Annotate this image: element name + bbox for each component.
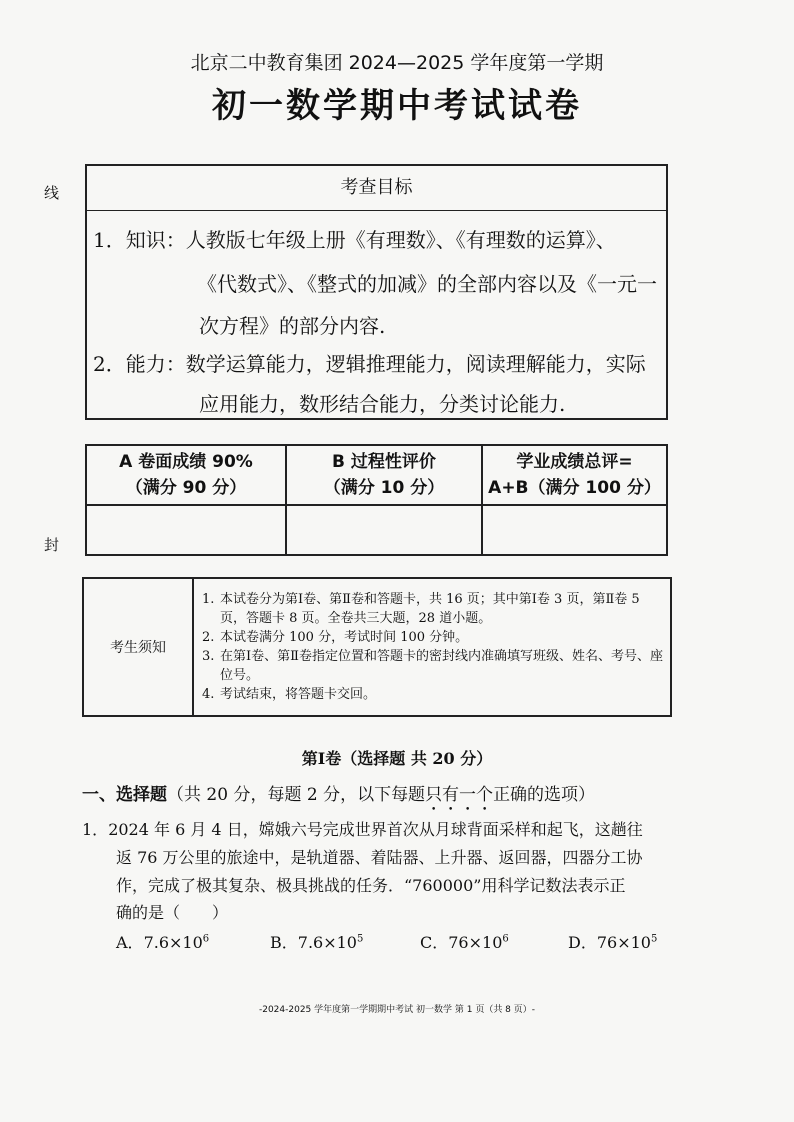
option-a[interactable]: A．$7.6\times 10^6$ [116,933,210,952]
score-cell-a[interactable] [86,505,286,555]
score-header-a-line1: A 卷面成绩 90% [119,452,253,472]
ability-label: 2．能力： [93,352,186,376]
score-header-total-line1: 学业成绩总评= [516,452,633,472]
notice-content [193,578,671,716]
score-table [85,444,668,556]
knowledge-line-1 [93,224,616,253]
part1-label: 一、选择题 [82,785,167,805]
notice-label: 考生须知 [83,578,193,716]
notice-item: 3. 在第Ⅰ卷、第Ⅱ卷指定位置和答题卡的密封线内准确填写班级、姓名、考号、座位号。 [202,649,663,683]
question-1-number: 1． [82,820,109,839]
question-1-line-3: 作，完成了极其复杂、极具挑战的任务．“760000”用科学记数法表示正 [116,876,626,895]
score-cell-total[interactable] [482,505,667,555]
score-header-total [482,445,667,505]
binding-line-mark: 线 [44,184,60,202]
option-d[interactable]: D．$76\times 10^5$ [568,933,658,952]
knowledge-text-3: 次方程》的部分内容. [199,314,386,338]
option-c[interactable]: C．$76\times 10^6$ [420,933,509,952]
notice-item: 2. 本试卷满分 100 分，考试时间 100 分钟。 [202,630,469,645]
score-header-b-line1: B 过程性评价 [332,452,436,472]
ability-text-1: 数学运算能力，逻辑推理能力，阅读理解能力，实际 [185,352,646,376]
score-header-a [86,445,286,505]
score-cell-b[interactable] [286,505,482,555]
binding-seal-mark: 封 [44,536,60,554]
notice-item: 4. 考试结束，将答题卡交回。 [202,687,377,702]
objectives-box [85,164,668,420]
ability-text-2: 应用能力，数形结合能力，分类讨论能力. [199,392,566,416]
question-1-line-2: 返 76 万公里的旅途中，是轨道器、着陆器、上升器、返回器，四器分工协 [116,848,643,867]
page-footer: -2024-2025 学年度第一学期期中考试 初一数学 第 1 页（共 8 页）- [258,1005,536,1015]
score-header-b [286,445,482,505]
school-term-header: 北京二中教育集团 2024—2025 学年度第一学期 [190,52,604,74]
knowledge-text-2: 《代数式》、《整式的加减》的全部内容以及《一元一 [197,272,657,296]
ability-line-1 [93,348,646,377]
part1-desc-end: 正确的选项） [493,785,596,805]
knowledge-label: 1．知识： [93,228,186,252]
notice-item: 1. 本试卷分为第Ⅰ卷、第Ⅱ卷和答题卡，共 16 页；其中第Ⅰ卷 3 页，第Ⅱ卷 5 页，答题卡 8 页。全卷共三大题，28 道小题。 [202,592,640,626]
part1-heading [82,780,595,815]
section-title: 第Ⅰ卷（选择题 共 20 分） [301,749,493,768]
candidate-notice-table [82,577,672,717]
option-b[interactable]: B．$7.6\times 10^5$ [270,933,364,952]
score-header-total-line2: A+B（满分 100 分） [488,478,661,498]
part1-desc: （共 20 分，每题 2 分，以下每题 [167,785,426,805]
objectives-title: 考查目标 [87,166,666,211]
score-header-b-line2: （满分 10 分） [323,478,445,498]
question-1-line-1: 1．2024 年 6 月 4 日，嫦娥六号完成世界首次从月球背面采样和起飞，这趟往 [82,820,643,839]
part1-emphasis: 只有一个 [425,785,494,805]
score-header-a-line2: （满分 90 分） [125,478,247,498]
knowledge-text-1: 人教版七年级上册《有理数》、《有理数的运算》、 [185,228,616,252]
question-1-line-4: 确的是（ ） [116,903,229,922]
exam-title: 初一数学期中考试试卷 [212,86,582,126]
